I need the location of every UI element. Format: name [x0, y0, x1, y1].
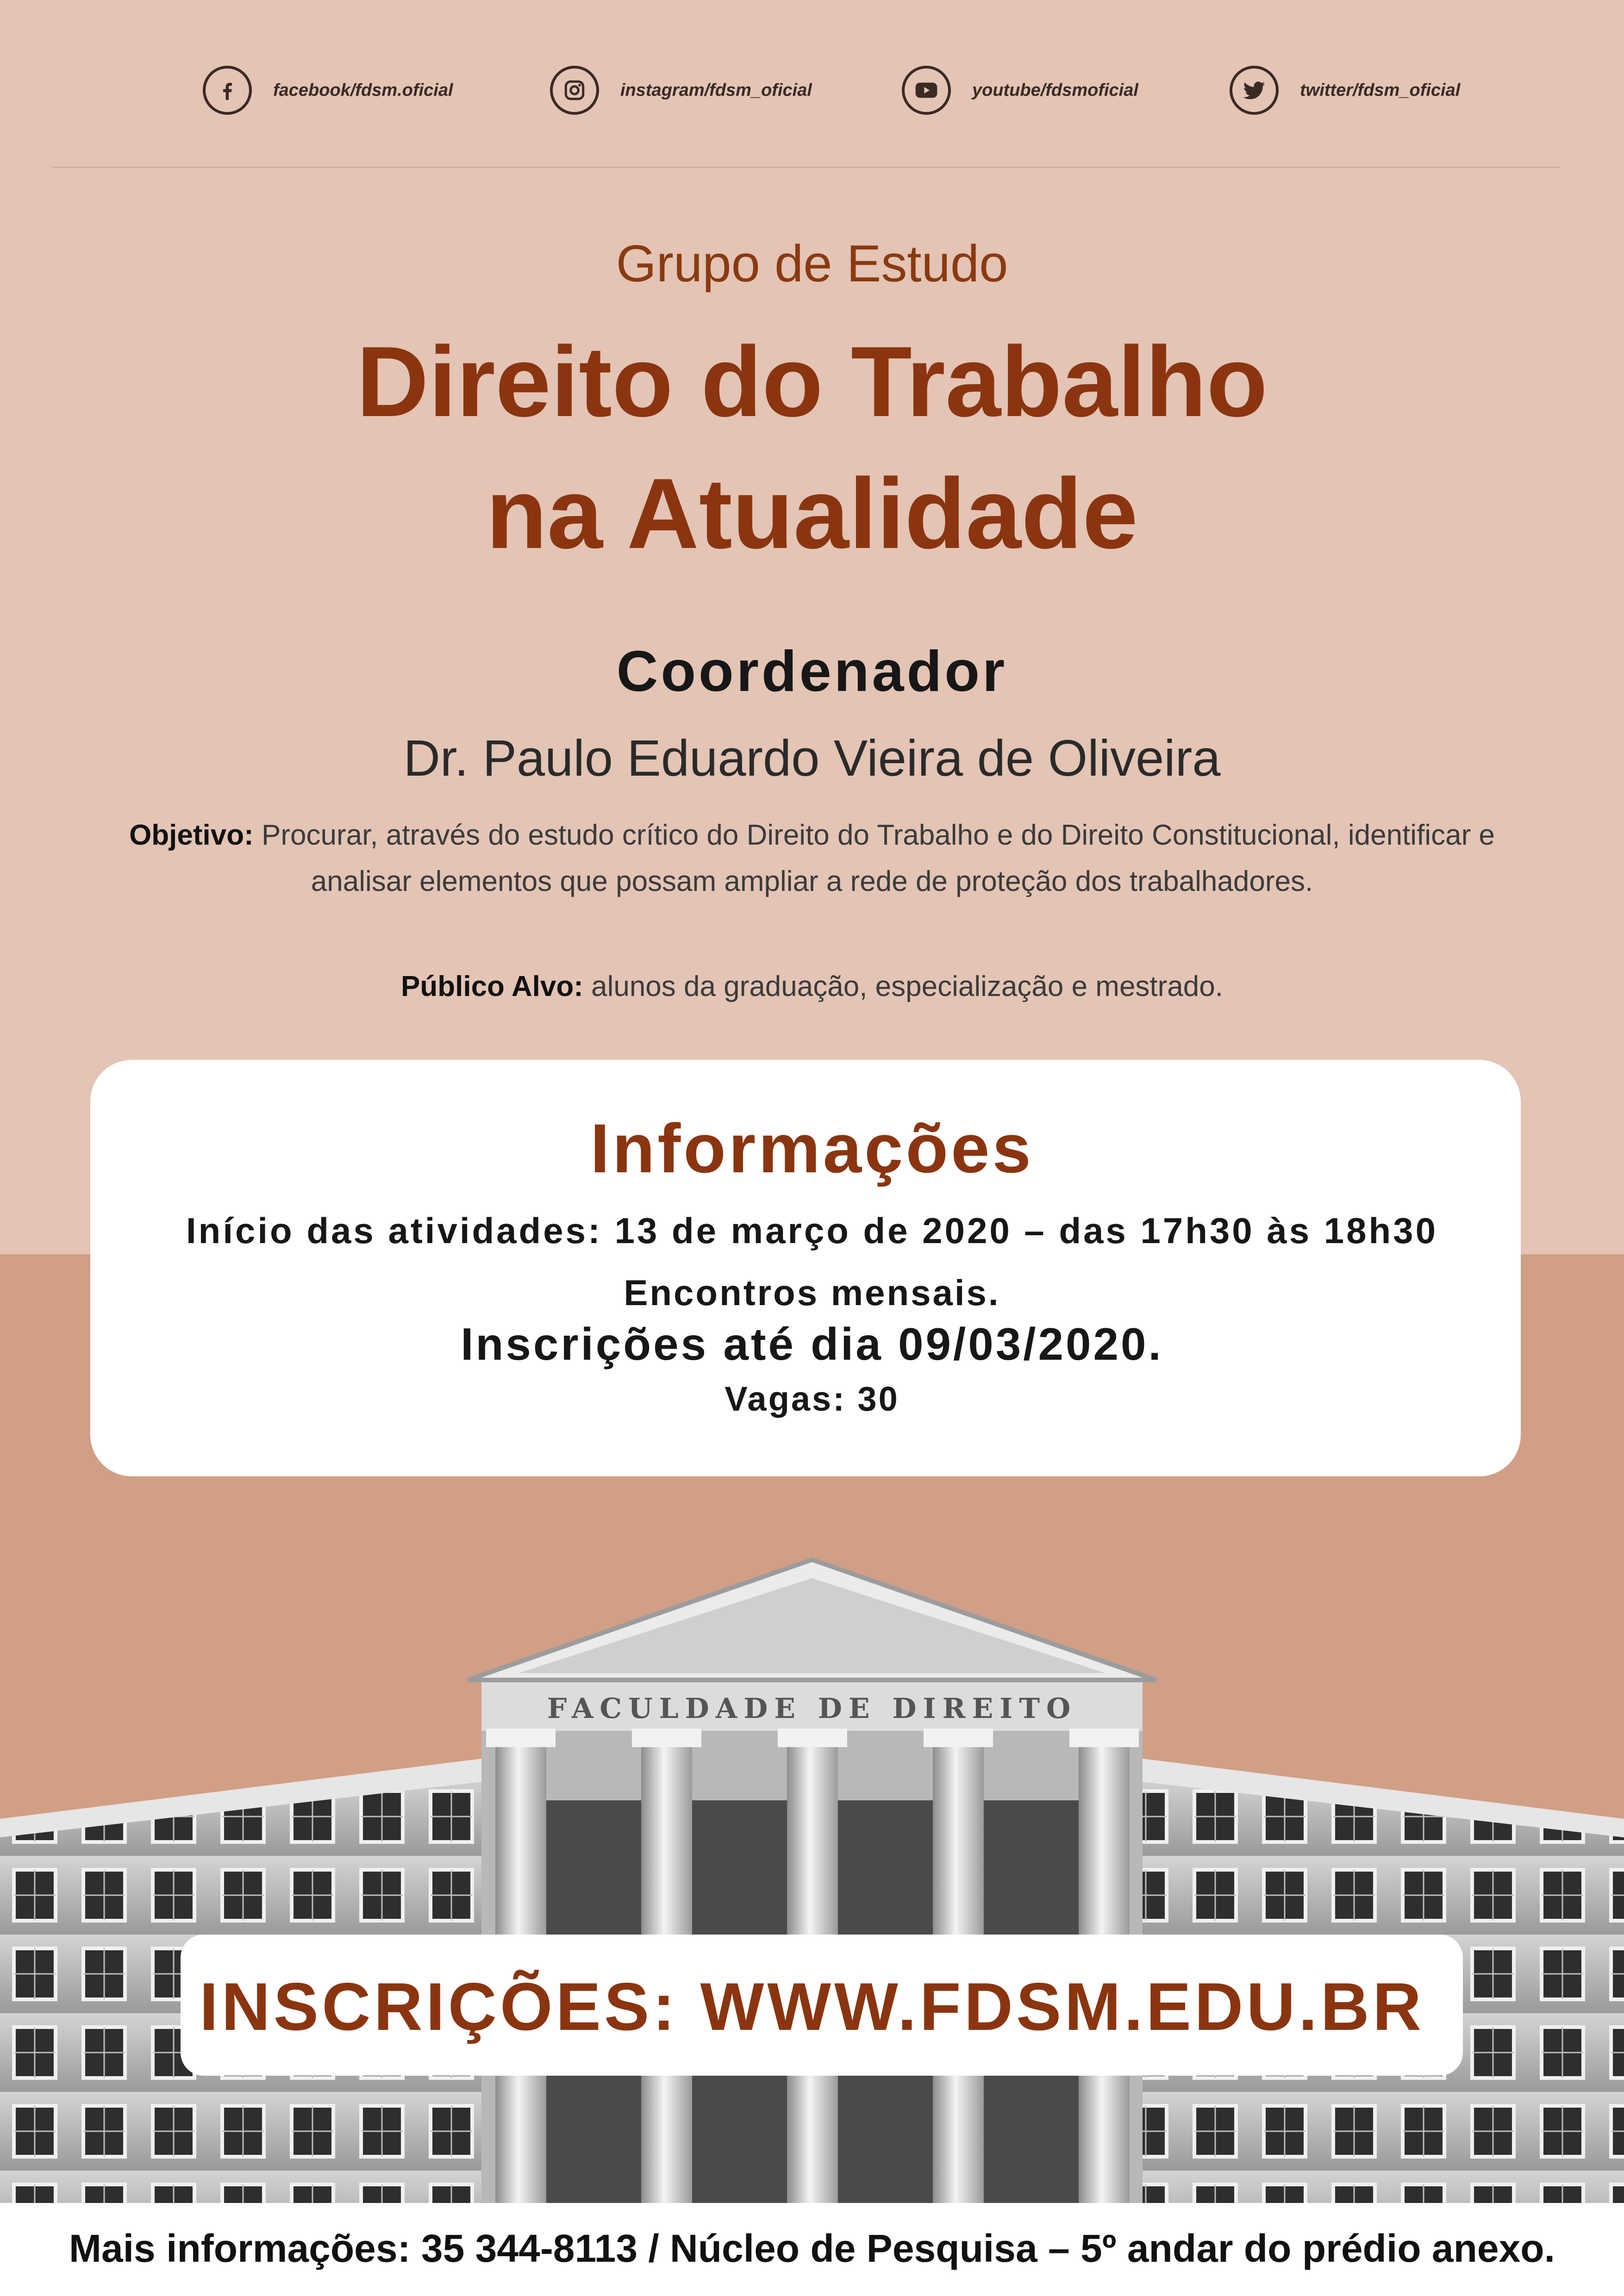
objective-paragraph	[125, 812, 1499, 905]
social-facebook-label: facebook/fdsm.oficial	[273, 80, 453, 100]
info-meetings: Encontros mensais.	[624, 1272, 1000, 1313]
info-vacancies: Vagas: 30	[725, 1380, 899, 1418]
social-facebook[interactable]	[203, 65, 453, 116]
footer-text: Mais informações: 35 344-8113 / Núcleo de Pesquisa – 5º andar do prédio anexo.	[69, 2227, 1555, 2270]
page-title-line2: na Atualidade	[486, 457, 1138, 569]
objective-label: Objetivo:	[129, 819, 254, 851]
coordinator-name: Dr. Paulo Eduardo Vieira de Oliveira	[403, 730, 1221, 787]
info-heading: Informações	[590, 1109, 1034, 1187]
facade-text: FACULDADE DE DIREITO	[547, 1692, 1077, 1725]
info-deadline: Inscrições até dia 09/03/2020.	[461, 1319, 1163, 1369]
social-twitter[interactable]	[1230, 65, 1460, 116]
header-divider	[52, 167, 1560, 168]
social-instagram-label: instagram/fdsm_oficial	[620, 80, 812, 100]
registration-link[interactable]: INSCRIÇÕES: WWW.FDSM.EDU.BR	[199, 1969, 1425, 2044]
audience-label: Público Alvo:	[401, 971, 583, 1002]
coordinator-heading: Coordenador	[616, 640, 1008, 703]
youtube-icon	[902, 66, 951, 115]
info-start: Início das atividades: 13 de março de 2020 – das 17h30 às 18h30	[186, 1210, 1438, 1251]
page-title-line1: Direito do Trabalho	[356, 325, 1268, 437]
facebook-icon	[203, 66, 252, 115]
social-youtube[interactable]	[902, 65, 1138, 116]
instagram-icon	[550, 66, 599, 115]
social-youtube-label: youtube/fdsmoficial	[972, 80, 1138, 100]
social-instagram[interactable]	[550, 65, 812, 116]
page-subtitle: Grupo de Estudo	[616, 235, 1008, 292]
audience-paragraph	[0, 970, 1624, 1003]
audience-text: alunos da graduação, especialização e mestrado.	[583, 971, 1223, 1002]
social-twitter-label: twitter/fdsm_oficial	[1300, 80, 1461, 100]
building-photo	[0, 1541, 1624, 2203]
objective-text: Procurar, através do estudo crítico do Direito do Trabalho e do Direito Constitucional, identificar e analisar elementos que possam ampliar a rede de proteção dos trabalhadores.	[253, 819, 1495, 897]
twitter-icon	[1230, 66, 1279, 115]
